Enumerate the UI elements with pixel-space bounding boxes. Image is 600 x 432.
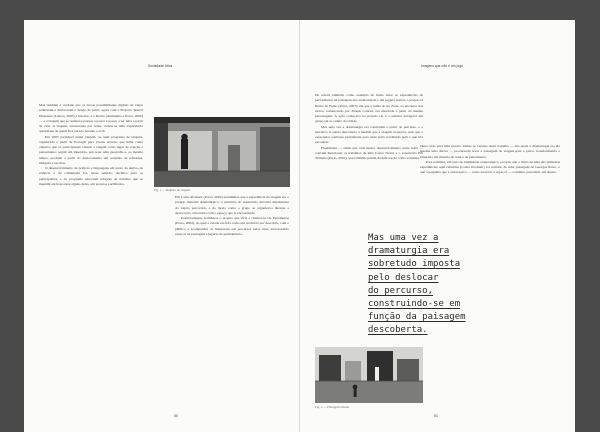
paragraph: De referir também, como exemplo de fusão entre as experiências de performance na paisagem dos audiovisuais e um registo teatral, o projeto O Rumo do Fumo (Porto, 2007), em que a tutela do rio Zaire, ao encontro dos trevos, romanceado por Joseph Conrad, era abordada a partir da mesma personagem. A ação começava no próprio rio e o público navegava em grupo até ao centro da cidade. — [315, 93, 423, 124]
photo-scene — [315, 347, 423, 403]
paragraph: Finalmente — ainda que com menor desenvolvimento neste texto — convém mencionar os trabalhos de Rita Castro Neves e o espetáculo Em Trânsito (Porto, 2010), que também partem da deslocação como estrutura. — [315, 145, 423, 160]
photograph — [154, 117, 290, 187]
pull-quote-line: Mas uma vez a — [368, 233, 439, 243]
pull-quote-line: do percurso, — [368, 285, 434, 296]
photograph — [315, 347, 423, 403]
paragraph: Outro lado para uma reação, ambas as versões deste trabalho — nas quais a dramaturgia era ela mesma uma deriva — procuraram levar a passagem da viagem para o palco, transformando o itinerário em matéria de cena e de pensamento. — [420, 144, 560, 159]
right-page — [300, 20, 575, 432]
running-head: Imagens que não é um jogo — [421, 64, 464, 68]
paragraph: Mas também é verdade que as novas possibilidades digitais de viajar reduziram e deslocaram o desejo de partir, agora com o Projecto Teatral Itinerante (Lisboa, 2005) e Interior, e o Retiro (Alemanha e Porto, 2006) — e a viagem que se realizava passou a pouco e pouco a ser feita a partir de casa. A viagem, atravessada por redes, tornou-se uma experiência quotidiana de quem fica parado perante o ecrã. — [39, 103, 143, 134]
paragraph: Para terminar, em jeito de inutilidade arqueológica, recordo que o título de uma das primeiras experiências aqui referidas (Como Produzir) foi retirado de uma passagem de Georges Perec, e que a pergunta que a atravessava — como escrever o espaço? — continua, para mim, em aberto. — [420, 159, 560, 175]
pull-quote-line: função da paisagem — [368, 312, 466, 323]
text-column — [420, 144, 560, 364]
paragraph: Posteriormente formámos o projeto que viria a chamar-se Os Fenómenos (Porto, 2004), no qual a cidade era lida como um território por descobrir, com o público a acompanhar os intérpretes em percursos pelas ruas, atravessando espaços de passagem e lugares de permanência. — [175, 216, 289, 236]
paragraph: Mas uma vez a dramaturgia era construída a partir do percurso, e a narrativa ia sendo descoberta à medida que a viagem avançava, sem que o espectador soubesse exatamente para onde seria conduzido nem o que iria encontrar. — [315, 124, 423, 145]
figure-caption: Fig. 2 — Paisagem urbana. — [315, 405, 350, 409]
running-head: Sociedade Ativa — [148, 64, 173, 68]
pull-quote-line: construindo-se em — [368, 299, 461, 310]
figure-caption: Fig. 1 — Registo de viagem. — [154, 188, 191, 192]
left-page — [24, 20, 300, 432]
text-column — [175, 195, 289, 385]
pull-quote-line: pelo deslocar — [368, 272, 439, 283]
text-column — [39, 103, 143, 359]
photo-scene — [154, 117, 290, 187]
paragraph: Em Como Produzir (Porto, 2002) assumimos que a experiência da viagem era o próprio material dramatúrgico: a estrutura do espetáculo decorria diretamente do trajeto percorrido e do modo como o grupo se organizava durante a deslocação, em tensão com o espaço que ia encontrando. — [175, 195, 289, 215]
pull-quote-line: sobretudo imposta — [368, 259, 461, 270]
page-number: 50 — [174, 414, 178, 418]
paragraph: O desenvolvimento de práticas e linguagens em torno da deriva, da errância e da caminhada foi, nesse sentido, decisivo para os participantes, e do programa nasceram relações de trabalho que se mantêm até hoje entre alguns deles, em projetos partilhados. — [39, 166, 143, 186]
pull-quote-line: descoberta. — [368, 325, 428, 336]
pull-quote-line: dramaturgia era — [368, 246, 450, 257]
paragraph: Em 2005 participei numa viagem, ou num programa de viagens, organizado a partir de Portugal para jovens artistas, que tinha como objetivo que os participantes vissem a viagem como lugar de criação e pensamento: seguir um itinerário, percorrer uma geografia e, ao mesmo tempo, produzir a partir do deslocamento um conjunto de reflexões, imagens e escritos. — [39, 134, 143, 165]
page-number: 51 — [434, 414, 438, 418]
